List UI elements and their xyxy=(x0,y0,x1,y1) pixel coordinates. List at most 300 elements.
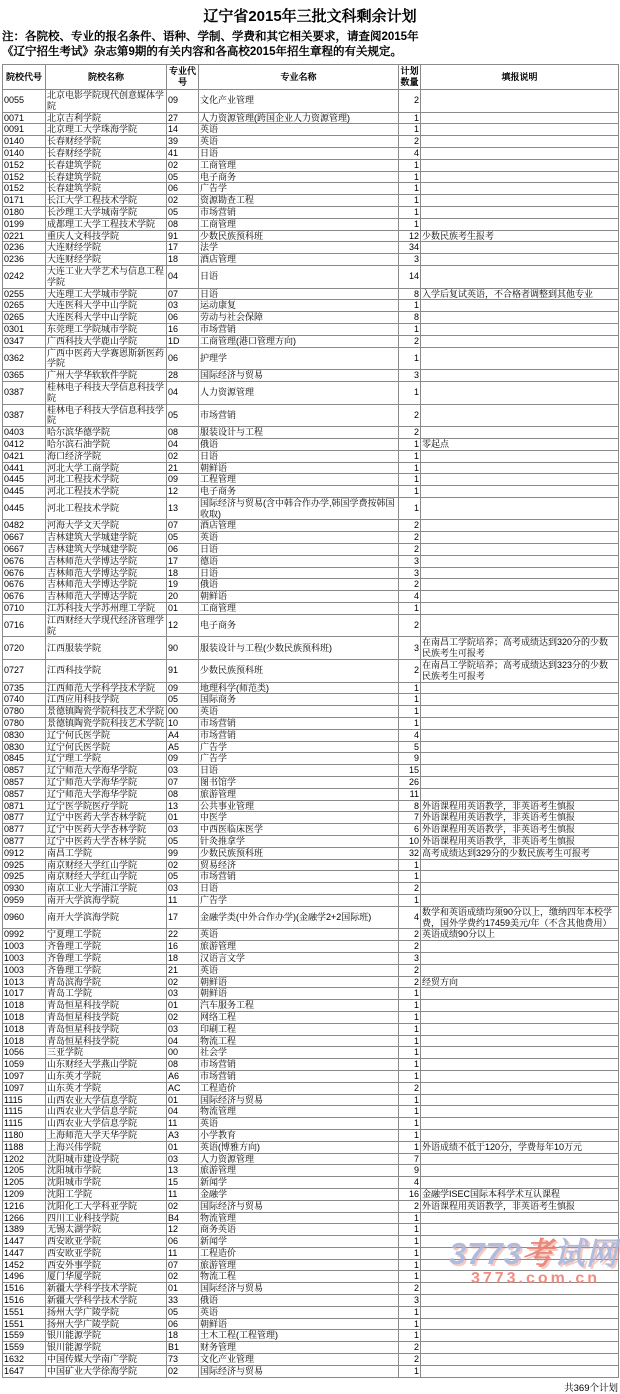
table-row xyxy=(3,894,619,906)
table-row xyxy=(3,195,619,207)
plan-qty-cell: 1 xyxy=(399,1011,421,1023)
college-code-cell: 1018 xyxy=(3,1023,46,1035)
table-row xyxy=(3,1354,619,1366)
major-name-cell: 工商管理 xyxy=(199,218,399,230)
table-row xyxy=(3,497,619,520)
plan-qty-cell: 1 xyxy=(399,1236,421,1248)
plan-qty-cell: 1 xyxy=(399,171,421,183)
major-name-cell: 服装设计与工程 xyxy=(199,427,399,439)
college-name-cell: 河北工程技术学院 xyxy=(46,497,167,520)
watermark-logo-3773: 3773 xyxy=(449,1236,522,1271)
plan-qty-cell: 26 xyxy=(399,777,421,789)
table-row xyxy=(3,1259,619,1271)
major-code-cell: 39 xyxy=(167,136,199,148)
table-row xyxy=(3,288,619,300)
watermark-logo-shiwang: 试网 xyxy=(554,1236,618,1271)
note-block xyxy=(2,30,620,60)
plan-qty-cell: 1 xyxy=(399,1141,421,1153)
note-cell xyxy=(421,171,619,183)
table-row xyxy=(3,254,619,266)
college-code-cell: 0152 xyxy=(3,159,46,171)
college-code-cell: 1115 xyxy=(3,1094,46,1106)
major-name-cell: 中医学 xyxy=(199,812,399,824)
major-name-cell: 物流工程 xyxy=(199,1035,399,1047)
plan-qty-cell: 2 xyxy=(399,136,421,148)
college-code-cell: 0735 xyxy=(3,682,46,694)
major-code-cell: 05 xyxy=(167,404,199,427)
note-cell xyxy=(421,300,619,312)
note-cell xyxy=(421,1224,619,1236)
college-code-cell: 0830 xyxy=(3,741,46,753)
major-name-cell: 英语 xyxy=(199,964,399,976)
note-cell: 英语成绩90分以上 xyxy=(421,929,619,941)
college-name-cell: 河北工程技术学院 xyxy=(46,486,167,498)
plan-qty-cell: 4 xyxy=(399,147,421,159)
note-cell: 零起点 xyxy=(421,438,619,450)
major-name-cell: 印刷工程 xyxy=(199,1023,399,1035)
major-code-cell: 02 xyxy=(167,859,199,871)
table-row xyxy=(3,1271,619,1283)
major-code-cell: 01 xyxy=(167,1283,199,1295)
table-row xyxy=(3,183,619,195)
plan-qty-cell: 1 xyxy=(399,323,421,335)
plan-qty-cell: 1 xyxy=(399,871,421,883)
college-name-cell: 青岛恒星科技学院 xyxy=(46,1000,167,1012)
note-cell xyxy=(421,1212,619,1224)
plan-qty-cell: 2 xyxy=(399,579,421,591)
table-row xyxy=(3,1224,619,1236)
plan-qty-cell: 1 xyxy=(399,682,421,694)
major-name-cell: 英语 xyxy=(199,532,399,544)
table-row xyxy=(3,753,619,765)
college-code-cell: 1516 xyxy=(3,1295,46,1307)
college-name-cell: 长江大学工程技术学院 xyxy=(46,195,167,207)
plan-qty-cell: 1 xyxy=(399,347,421,370)
note-cell xyxy=(421,1177,619,1189)
college-name-cell: 辽宁理工学院 xyxy=(46,753,167,765)
table-row xyxy=(3,800,619,812)
note-cell xyxy=(421,497,619,520)
plan-qty-cell: 2 xyxy=(399,404,421,427)
plan-qty-cell: 4 xyxy=(399,1177,421,1189)
college-name-cell: 北京电影学院现代创意媒体学院 xyxy=(46,90,167,113)
college-name-cell: 山西农业大学信息学院 xyxy=(46,1118,167,1130)
college-name-cell: 西安欧亚学院 xyxy=(46,1247,167,1259)
major-code-cell: 02 xyxy=(167,1365,199,1377)
plan-qty-cell: 1 xyxy=(399,497,421,520)
table-row xyxy=(3,1023,619,1035)
college-code-cell: 0412 xyxy=(3,438,46,450)
table-row xyxy=(3,427,619,439)
plan-qty-cell: 9 xyxy=(399,753,421,765)
college-code-cell: 1188 xyxy=(3,1141,46,1153)
major-name-cell: 日语 xyxy=(199,765,399,777)
major-name-cell: 国际经济与贸易 xyxy=(199,1283,399,1295)
major-code-cell: 09 xyxy=(167,753,199,765)
college-name-cell: 上海兴伟学院 xyxy=(46,1141,167,1153)
major-code-cell: 90 xyxy=(167,637,199,660)
note-cell: 外语课程用英语教学，非英语考生慎报 xyxy=(421,812,619,824)
plan-qty-cell: 2 xyxy=(399,90,421,113)
note-cell xyxy=(421,486,619,498)
table-row xyxy=(3,706,619,718)
header-college-name: 院校名称 xyxy=(46,65,167,90)
note-cell xyxy=(421,1011,619,1023)
plan-qty-cell: 1 xyxy=(399,474,421,486)
major-name-cell: 新闻学 xyxy=(199,1177,399,1189)
note-cell xyxy=(421,1047,619,1059)
major-name-cell: 劳动与社会保障 xyxy=(199,312,399,324)
college-name-cell: 长春财经学院 xyxy=(46,147,167,159)
major-code-cell: 00 xyxy=(167,706,199,718)
note-cell xyxy=(421,544,619,556)
header-major-code: 专业代号 xyxy=(167,65,199,90)
note-cell xyxy=(421,741,619,753)
plan-qty-cell: 34 xyxy=(399,242,421,254)
college-code-cell: 0716 xyxy=(3,614,46,637)
college-code-cell: 0830 xyxy=(3,729,46,741)
major-name-cell: 酒店管理 xyxy=(199,254,399,266)
major-name-cell: 朝鲜语 xyxy=(199,976,399,988)
college-name-cell: 吉林师范大学博达学院 xyxy=(46,555,167,567)
major-code-cell: 99 xyxy=(167,847,199,859)
major-code-cell: 16 xyxy=(167,323,199,335)
major-name-cell: 英语 xyxy=(199,929,399,941)
note-cell xyxy=(421,159,619,171)
college-code-cell: 0959 xyxy=(3,894,46,906)
table-row xyxy=(3,90,619,113)
college-name-cell: 哈尔滨石油学院 xyxy=(46,438,167,450)
major-name-cell: 朝鲜语 xyxy=(199,1318,399,1330)
plan-qty-cell: 2 xyxy=(399,1283,421,1295)
college-code-cell: 0199 xyxy=(3,218,46,230)
major-name-cell: 工程管理 xyxy=(199,474,399,486)
table-row xyxy=(3,682,619,694)
major-code-cell: 01 xyxy=(167,1000,199,1012)
major-code-cell: 41 xyxy=(167,147,199,159)
table-row xyxy=(3,603,619,615)
note-cell xyxy=(421,1236,619,1248)
major-code-cell: 05 xyxy=(167,206,199,218)
table-row xyxy=(3,1200,619,1212)
note-cell xyxy=(421,777,619,789)
college-name-cell: 山西农业大学信息学院 xyxy=(46,1106,167,1118)
note-cell xyxy=(421,1365,619,1377)
table-row xyxy=(3,312,619,324)
note-cell xyxy=(421,450,619,462)
major-code-cell: 04 xyxy=(167,381,199,404)
college-name-cell: 江西应用科技学院 xyxy=(46,694,167,706)
major-name-cell: 市场营销 xyxy=(199,206,399,218)
major-code-cell: 01 xyxy=(167,1141,199,1153)
college-name-cell: 辽宁中医药大学杏林学院 xyxy=(46,824,167,836)
plan-qty-cell: 2 xyxy=(399,1200,421,1212)
table-row xyxy=(3,171,619,183)
table-row xyxy=(3,404,619,427)
note-cell xyxy=(421,218,619,230)
major-code-cell: 01 xyxy=(167,1094,199,1106)
major-code-cell: 03 xyxy=(167,1153,199,1165)
plan-qty-cell: 1 xyxy=(399,1129,421,1141)
table-row xyxy=(3,300,619,312)
major-code-cell: 09 xyxy=(167,474,199,486)
major-name-cell: 人力资源管理(跨国企业人力资源管理) xyxy=(199,112,399,124)
college-code-cell: 1115 xyxy=(3,1106,46,1118)
major-name-cell: 日语 xyxy=(199,883,399,895)
college-name-cell: 沈阳化工大学科亚学院 xyxy=(46,1200,167,1212)
plan-qty-cell: 2 xyxy=(399,1354,421,1366)
note-cell xyxy=(421,335,619,347)
note-cell: 外语课程用英语教学，非英语考生慎报 xyxy=(421,836,619,848)
college-name-cell: 南京工业大学浦江学院 xyxy=(46,883,167,895)
note-cell: 入学后复试英语，不合格者调整到其他专业 xyxy=(421,288,619,300)
major-code-cell: 12 xyxy=(167,614,199,637)
college-code-cell: 0925 xyxy=(3,871,46,883)
college-name-cell: 南昌工学院 xyxy=(46,847,167,859)
note-cell xyxy=(421,532,619,544)
table-row xyxy=(3,741,619,753)
major-code-cell: 21 xyxy=(167,964,199,976)
plan-qty-cell: 7 xyxy=(399,812,421,824)
plan-qty-cell: 1 xyxy=(399,706,421,718)
major-code-cell: B1 xyxy=(167,1342,199,1354)
college-name-cell: 东莞理工学院城市学院 xyxy=(46,323,167,335)
major-code-cell: 06 xyxy=(167,312,199,324)
major-code-cell: AC xyxy=(167,1082,199,1094)
plan-qty-cell: 2 xyxy=(399,941,421,953)
major-code-cell: 15 xyxy=(167,1177,199,1189)
header-plan-qty: 计划数量 xyxy=(399,65,421,90)
major-code-cell: 02 xyxy=(167,1200,199,1212)
table-row xyxy=(3,812,619,824)
note-cell xyxy=(421,195,619,207)
college-name-cell: 厦门华厦学院 xyxy=(46,1271,167,1283)
table-row xyxy=(3,1342,619,1354)
note-cell xyxy=(421,124,619,136)
college-name-cell: 河北大学工商学院 xyxy=(46,462,167,474)
table-header-row xyxy=(3,65,619,90)
table-row xyxy=(3,1177,619,1189)
major-code-cell: 91 xyxy=(167,230,199,242)
college-code-cell: 0676 xyxy=(3,591,46,603)
college-name-cell: 辽宁医学院医疗学院 xyxy=(46,800,167,812)
plan-qty-cell: 2 xyxy=(399,1082,421,1094)
page-title: 辽宁省2015年三批文科剩余计划 xyxy=(203,8,417,25)
table-row xyxy=(3,450,619,462)
table-row xyxy=(3,859,619,871)
plan-qty-cell: 5 xyxy=(399,741,421,753)
major-name-cell: 俄语 xyxy=(199,579,399,591)
major-code-cell: 00 xyxy=(167,1047,199,1059)
table-row xyxy=(3,218,619,230)
note-cell xyxy=(421,381,619,404)
college-code-cell: 0871 xyxy=(3,800,46,812)
plan-qty-cell: 1 xyxy=(399,381,421,404)
major-name-cell: 日语 xyxy=(199,265,399,288)
college-name-cell: 齐鲁理工学院 xyxy=(46,952,167,964)
college-code-cell: 1447 xyxy=(3,1236,46,1248)
table-row xyxy=(3,1283,619,1295)
plan-qty-cell: 1 xyxy=(399,1094,421,1106)
major-code-cell: 18 xyxy=(167,1330,199,1342)
college-code-cell: 1447 xyxy=(3,1247,46,1259)
major-name-cell: 金融学 xyxy=(199,1188,399,1200)
college-name-cell: 山东英才学院 xyxy=(46,1070,167,1082)
college-code-cell: 0403 xyxy=(3,427,46,439)
major-code-cell: 02 xyxy=(167,1011,199,1023)
major-name-cell: 广告学 xyxy=(199,894,399,906)
table-row xyxy=(3,871,619,883)
note-line-2: 《辽宁招生考试》杂志第9期的有关内容和各高校2015年招生章程的有关规定。 xyxy=(2,46,402,58)
college-code-cell: 1097 xyxy=(3,1070,46,1082)
college-code-cell: 1202 xyxy=(3,1153,46,1165)
major-code-cell: 13 xyxy=(167,497,199,520)
college-code-cell: 1018 xyxy=(3,1011,46,1023)
college-name-cell: 西安欧亚学院 xyxy=(46,1236,167,1248)
college-code-cell: 0740 xyxy=(3,694,46,706)
major-code-cell: 02 xyxy=(167,195,199,207)
college-name-cell: 山西农业大学信息学院 xyxy=(46,1094,167,1106)
college-name-cell: 沈阳工学院 xyxy=(46,1188,167,1200)
major-name-cell: 物流工程 xyxy=(199,1271,399,1283)
table-row xyxy=(3,1247,619,1259)
major-code-cell: 09 xyxy=(167,90,199,113)
major-name-cell: 服装设计与工程(少数民族预科班) xyxy=(199,637,399,660)
major-name-cell: 市场营销 xyxy=(199,729,399,741)
college-code-cell: 0387 xyxy=(3,381,46,404)
major-code-cell: 91 xyxy=(167,660,199,683)
college-name-cell: 南京财经大学红山学院 xyxy=(46,859,167,871)
college-code-cell: 0925 xyxy=(3,859,46,871)
college-name-cell: 青岛恒星科技学院 xyxy=(46,1011,167,1023)
major-code-cell: 13 xyxy=(167,1165,199,1177)
college-code-cell: 1017 xyxy=(3,988,46,1000)
major-code-cell: A4 xyxy=(167,729,199,741)
note-cell: 高考成绩达到329分的少数民族考生可报考 xyxy=(421,847,619,859)
major-code-cell: 21 xyxy=(167,462,199,474)
note-cell xyxy=(421,1023,619,1035)
college-name-cell: 辽宁师范大学海华学院 xyxy=(46,765,167,777)
table-row xyxy=(3,1118,619,1130)
college-name-cell: 辽宁中医药大学杏林学院 xyxy=(46,812,167,824)
college-code-cell: 1632 xyxy=(3,1354,46,1366)
major-name-cell: 俄语 xyxy=(199,1295,399,1307)
table-row xyxy=(3,1070,619,1082)
note-cell xyxy=(421,579,619,591)
college-name-cell: 大连理工大学城市学院 xyxy=(46,288,167,300)
college-code-cell: 0265 xyxy=(3,312,46,324)
college-name-cell: 南京财经大学红山学院 xyxy=(46,871,167,883)
note-cell xyxy=(421,1165,619,1177)
major-name-cell: 市场营销 xyxy=(199,323,399,335)
major-code-cell: 02 xyxy=(167,450,199,462)
table-row xyxy=(3,1035,619,1047)
major-name-cell: 少数民族预科班 xyxy=(199,847,399,859)
note-cell xyxy=(421,729,619,741)
college-name-cell: 银川能源学院 xyxy=(46,1342,167,1354)
major-name-cell: 广告学 xyxy=(199,741,399,753)
plan-qty-cell: 1 xyxy=(399,1318,421,1330)
plan-qty-cell: 4 xyxy=(399,906,421,929)
college-code-cell: 0720 xyxy=(3,637,46,660)
note-line-1: 注：各院校、专业的报名条件、语种、学制、学费和其它相关要求，请查阅2015年 xyxy=(2,31,419,43)
table-row xyxy=(3,591,619,603)
note-cell xyxy=(421,520,619,532)
college-name-cell: 南开大学滨海学院 xyxy=(46,906,167,929)
major-name-cell: 贸易经济 xyxy=(199,859,399,871)
major-name-cell: 少数民族预科班 xyxy=(199,230,399,242)
college-name-cell: 齐鲁理工学院 xyxy=(46,964,167,976)
header-major-name: 专业名称 xyxy=(199,65,399,90)
plan-qty-cell: 1 xyxy=(399,486,421,498)
college-code-cell: 0242 xyxy=(3,265,46,288)
major-name-cell: 护理学 xyxy=(199,347,399,370)
major-code-cell: 08 xyxy=(167,427,199,439)
college-code-cell: 0301 xyxy=(3,323,46,335)
note-cell xyxy=(421,1106,619,1118)
plan-qty-cell: 1 xyxy=(399,112,421,124)
table-row xyxy=(3,462,619,474)
college-name-cell: 桂林电子科技大学信息科技学院 xyxy=(46,404,167,427)
table-row xyxy=(3,660,619,683)
college-code-cell: 1097 xyxy=(3,1082,46,1094)
major-name-cell: 工程造价 xyxy=(199,1082,399,1094)
major-name-cell: 针灸推拿学 xyxy=(199,836,399,848)
college-name-cell: 沈阳城市学院 xyxy=(46,1165,167,1177)
college-code-cell: 1266 xyxy=(3,1212,46,1224)
major-name-cell: 英语 xyxy=(199,124,399,136)
major-name-cell: 旅游管理 xyxy=(199,941,399,953)
college-name-cell: 河北工程技术学院 xyxy=(46,474,167,486)
major-code-cell: 10 xyxy=(167,718,199,730)
plan-qty-cell: 3 xyxy=(399,254,421,266)
college-name-cell: 吉林师范大学博达学院 xyxy=(46,579,167,591)
plan-qty-cell: 4 xyxy=(399,591,421,603)
table-row xyxy=(3,544,619,556)
major-code-cell: 11 xyxy=(167,1118,199,1130)
college-code-cell: 0667 xyxy=(3,544,46,556)
college-name-cell: 广州大学华软软件学院 xyxy=(46,370,167,382)
college-name-cell: 辽宁师范大学海华学院 xyxy=(46,777,167,789)
college-name-cell: 新疆大学科学技术学院 xyxy=(46,1295,167,1307)
college-name-cell: 青岛工学院 xyxy=(46,988,167,1000)
college-name-cell: 江西科技学院 xyxy=(46,660,167,683)
major-name-cell: 工程造价 xyxy=(199,1247,399,1259)
college-code-cell: 0857 xyxy=(3,788,46,800)
major-name-cell: 市场营销 xyxy=(199,718,399,730)
major-code-cell: 18 xyxy=(167,567,199,579)
major-code-cell: 18 xyxy=(167,254,199,266)
plan-qty-cell: 1 xyxy=(399,1306,421,1318)
table-row xyxy=(3,1306,619,1318)
major-name-cell: 电子商务 xyxy=(199,614,399,637)
table-row xyxy=(3,124,619,136)
table-row xyxy=(3,1011,619,1023)
note-cell xyxy=(421,1271,619,1283)
college-code-cell: 1003 xyxy=(3,952,46,964)
college-code-cell: 1180 xyxy=(3,1129,46,1141)
plan-qty-cell: 14 xyxy=(399,265,421,288)
table-row xyxy=(3,988,619,1000)
major-name-cell: 英语 xyxy=(199,136,399,148)
total-count: 共369个计划 xyxy=(564,1382,618,1394)
college-code-cell: 0877 xyxy=(3,812,46,824)
note-cell xyxy=(421,871,619,883)
major-name-cell: 土木工程(工程管理) xyxy=(199,1330,399,1342)
major-name-cell: 法学 xyxy=(199,242,399,254)
header-notes: 填报说明 xyxy=(421,65,619,90)
college-name-cell: 景德镇陶瓷学院科技艺术学院 xyxy=(46,706,167,718)
